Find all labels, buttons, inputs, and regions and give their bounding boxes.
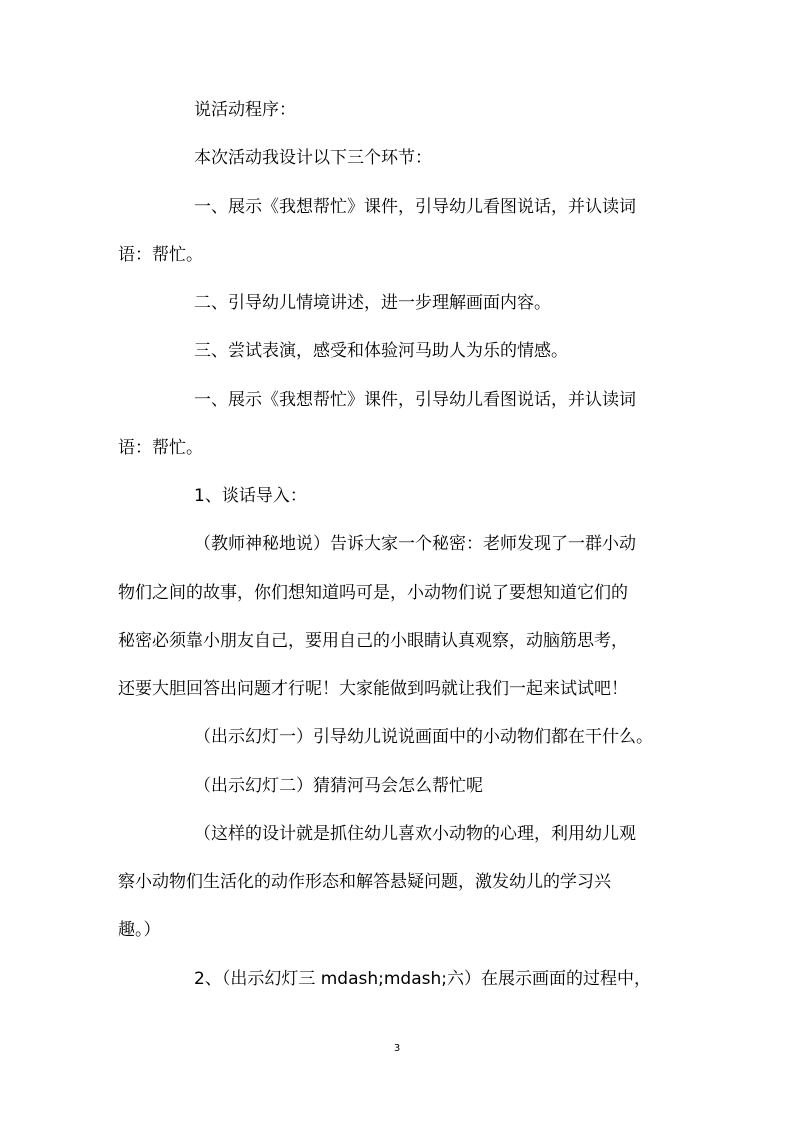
page-number: 3: [393, 1043, 401, 1054]
paragraph-line: 三、尝试表演，感受和体验河马助人为乐的情感。: [194, 341, 568, 361]
paragraph-line: （这样的设计就是抓住幼儿喜欢小动物的心理，利用幼儿观: [194, 824, 636, 844]
paragraph-line: 物们之间的故事，你们想知道吗可是，小动物们说了要想知道它们的: [118, 583, 628, 603]
paragraph-line: 1、谈话导入：: [194, 486, 307, 506]
paragraph-line: （出示幻灯一）引导幼儿说说画面中的小动物们都在干什么。: [194, 727, 653, 747]
paragraph-line: 一、展示《我想帮忙》课件，引导幼儿看图说话，并认读词: [194, 197, 636, 217]
paragraph-line: （教师神秘地说）告诉大家一个秘密：老师发现了一群小动: [194, 534, 636, 554]
paragraph-line: 语：帮忙。: [118, 245, 203, 265]
paragraph-line: 趣。）: [118, 920, 161, 940]
paragraph-line: 还要大胆回答出问题才行呢！大家能做到吗就让我们一起来试试吧！: [118, 679, 628, 699]
paragraph-line: 语：帮忙。: [118, 438, 203, 458]
paragraph-line: 一、展示《我想帮忙》课件，引导幼儿看图说话，并认读词: [194, 390, 636, 410]
paragraph-line: 本次活动我设计以下三个环节：: [194, 148, 432, 168]
paragraph-line: 二、引导幼儿情境讲述，进一步理解画面内容。: [194, 293, 551, 313]
paragraph-line: 秘密必须靠小朋友自己，要用自己的小眼睛认真观察，动脑筋思考，: [118, 631, 628, 651]
paragraph-line: 说活动程序：: [194, 100, 296, 120]
paragraph-line: 察小动物们生活化的动作形态和解答悬疑问题，激发幼儿的学习兴: [118, 872, 611, 892]
paragraph-line: 2、（出示幻灯三 mdash;mdash;六）在展示画面的过程中，: [194, 969, 651, 989]
paragraph-line: （出示幻灯二）猜猜河马会怎么帮忙呢: [194, 776, 483, 796]
